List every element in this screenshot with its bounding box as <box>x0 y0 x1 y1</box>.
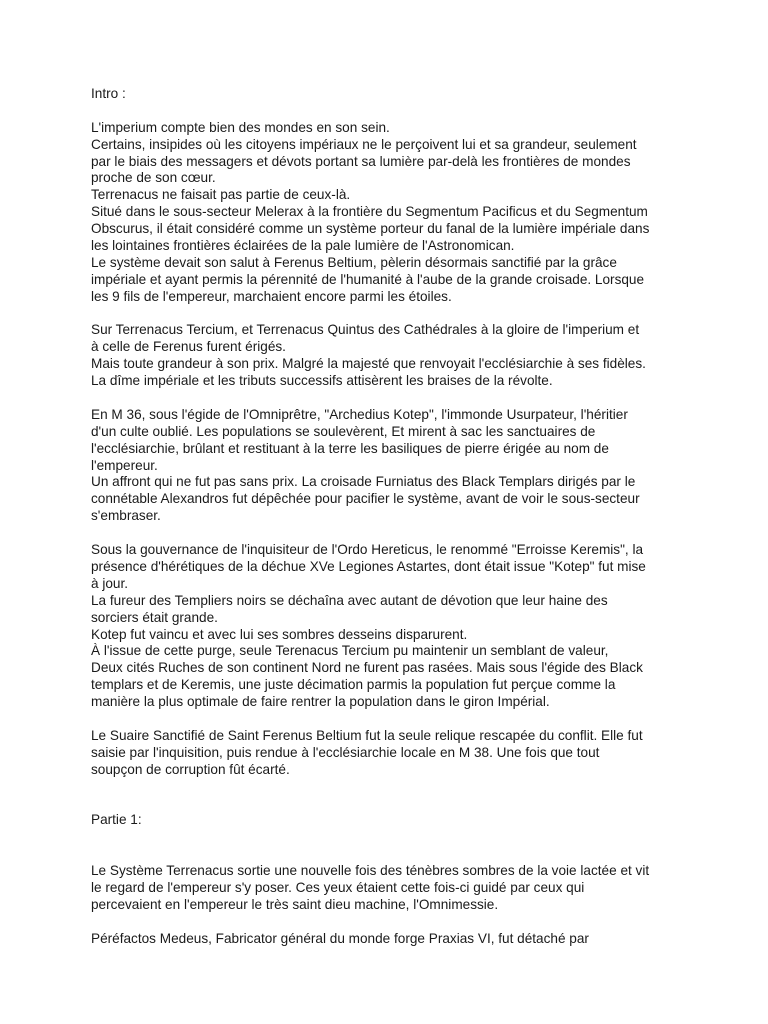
text-line: s'embraser. <box>91 508 161 524</box>
text-line: L'imperium compte bien des mondes en son sein. <box>91 119 390 135</box>
text-line: Sur Terrenacus Tercium, et Terrenacus Quintus des Cathédrales à la gloire de l'imperium et <box>91 322 640 338</box>
text-line: à celle de Ferenus furent érigés. <box>91 339 286 355</box>
text-line: Le Suaire Sanctifié de Saint Ferenus Beltium fut la seule relique rescapée du conflit. Elle fut <box>91 727 643 743</box>
intro-heading: Intro : <box>91 86 126 101</box>
text-line: Le système devait son salut à Ferenus Beltium, pèlerin désormais sanctifié par la grâce <box>91 254 617 270</box>
text-line: Certains, insipides où les citoyens impériaux ne le perçoivent lui et sa grandeur, seulement <box>91 136 637 152</box>
text-line: le regard de l'empereur s'y poser. Ces yeux étaient cette fois-ci guidé par ceux qui <box>91 879 585 895</box>
text-line: À l'issue de cette purge, seule Terenacus Tercium pu maintenir un semblant de valeur, <box>91 643 609 659</box>
text-line: Obscurus, il était considéré comme un système porteur du fanal de la lumière impériale dans <box>91 221 650 237</box>
text-line: l'empereur. <box>91 457 158 473</box>
paragraph-uprising <box>91 407 691 525</box>
text-line: Mais toute grandeur à son prix. Malgré la majesté que renvoyait l'ecclésiarchie à ses fidèles. <box>91 356 646 372</box>
text-line: La dîme impériale et les tributs successifs attisèrent les braises de la révolte. <box>91 373 553 389</box>
text-line: les lointaines frontières éclairées de la pale lumière de l'Astronomican. <box>91 238 515 254</box>
text-line: par le biais des messagers et dévots portant sa lumière par-delà les frontières de mondes <box>91 153 631 169</box>
text-line: sorciers était grande. <box>91 609 218 625</box>
text-line: En M 36, sous l'égide de l'Omniprêtre, "Archedius Kotep", l'immonde Usurpateur, l'héritier <box>91 406 628 422</box>
text-line: Péréfactos Medeus, Fabricator général du monde forge Praxias VI, fut détaché par <box>91 930 589 946</box>
text-line: les 9 fils de l'empereur, marchaient encore parmi les étoiles. <box>91 288 452 304</box>
text-line: Kotep fut vaincu et avec lui ses sombres desseins disparurent. <box>91 626 468 642</box>
text-line: templars et de Keremis, une juste décimation parmis la population fut perçue comme la <box>91 677 616 693</box>
text-line: à jour. <box>91 575 129 591</box>
text-line: Deux cités Ruches de son continent Nord ne furent pas rasées. Mais sous l'égide des Black <box>91 660 643 676</box>
text-line: percevaient en l'empereur le très saint dieu machine, l'Omnimessie. <box>91 896 499 912</box>
paragraph-intro <box>91 120 691 306</box>
paragraph-medeus <box>91 931 691 948</box>
text-line: l'ecclésiarchie, brûlant et restituant à la terre les basiliques de pierre érigée au nom de <box>91 440 609 456</box>
text-line: saisie par l'inquisition, puis rendue à l'ecclésiarchie locale en M 38. Une fois que tout <box>91 744 600 760</box>
text-line: présence d'hérétiques de la déchue XVe Legiones Astartes, dont était issue "Kotep" fut mise <box>91 558 646 574</box>
text-line: Sous la gouvernance de l'inquisiteur de l'Ordo Hereticus, le renommé "Erroisse Keremis", la <box>91 542 644 558</box>
text-line: connétable Alexandros fut dépêchée pour pacifier le système, avant de voir le sous-secteur <box>91 491 640 507</box>
text-line: manière la plus optimale de faire rentrer la population dans le giron Impérial. <box>91 694 550 710</box>
paragraph-terrenacus-system <box>91 863 691 914</box>
text-line: Un affront qui ne fut pas sans prix. La croisade Furniatus des Black Templars dirigés par le <box>91 474 636 490</box>
part1-heading: Partie 1: <box>91 812 142 828</box>
document-page <box>91 86 691 947</box>
paragraph-cathedrals <box>91 322 691 390</box>
text-line: impériale et ayant permis la pérennité de l'humanité à l'aube de la grande croisade. Lorsque <box>91 271 645 287</box>
text-line: Terrenacus ne faisait pas partie de ceux-là. <box>91 187 351 203</box>
text-line: d'un culte oublié. Les populations se soulevèrent, Et mirent à sac les sanctuaires de <box>91 423 596 439</box>
text-line: Situé dans le sous-secteur Melerax à la frontière du Segmentum Pacificus et du Segmentum <box>91 204 648 220</box>
paragraph-inquisition <box>91 542 691 711</box>
text-line: La fureur des Templiers noirs se déchaîna avec autant de dévotion que leur haine des <box>91 592 608 608</box>
text-line: proche de son cœur. <box>91 170 216 186</box>
paragraph-relic <box>91 728 691 779</box>
text-line: soupçon de corruption fût écarté. <box>91 761 290 777</box>
text-line: Le Système Terrenacus sortie une nouvelle fois des ténèbres sombres de la voie lactée et vit <box>91 863 650 878</box>
